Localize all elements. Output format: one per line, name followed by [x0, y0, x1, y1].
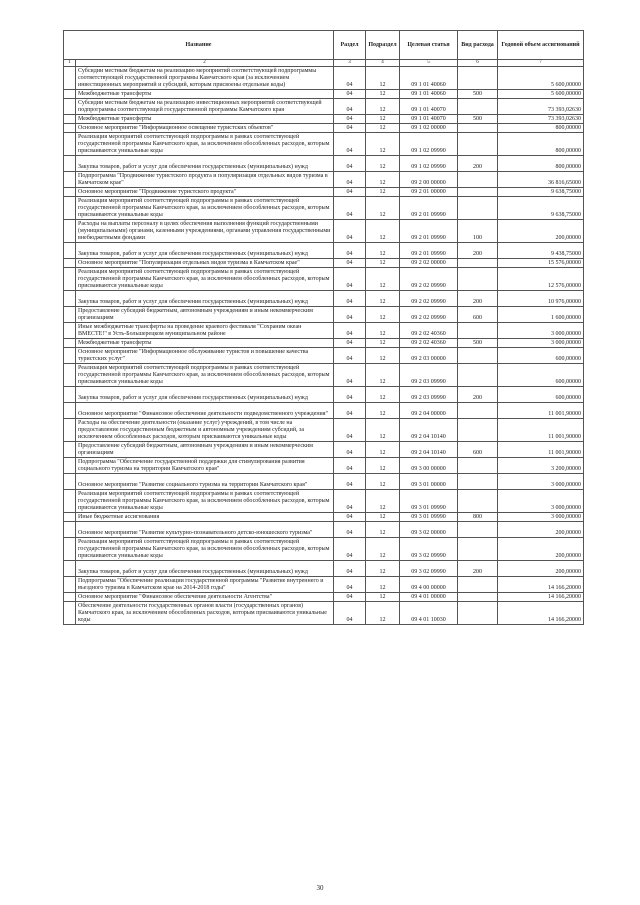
- cell-expense-type: [458, 593, 498, 602]
- cell-subsection: 12: [366, 291, 400, 307]
- cell-name: Основное мероприятие "Информационное освещение туристских объектов": [76, 124, 334, 133]
- cell-amount: 9 438,75000: [498, 243, 584, 259]
- table-row: [64, 188, 584, 197]
- table-row: [64, 593, 584, 602]
- cell-name: Субсидии местным бюджетам на реализацию инвестиционных мероприятий соответствующей подпрограммы соответствующей государственной программы Камчатского края: [76, 99, 334, 115]
- cell-amount: 800,00000: [498, 156, 584, 172]
- cell-name: Предоставление субсидий бюджетным, автономным учреждениям и иным некоммерческим организациям: [76, 442, 334, 458]
- cell-subsection: 12: [366, 387, 400, 403]
- cell-target: 09 2 02 09990: [400, 307, 458, 323]
- cell-target: 09 3 02 00000: [400, 522, 458, 538]
- cell-target: 09 1 02 09990: [400, 156, 458, 172]
- column-number-row: [64, 60, 584, 67]
- cell-subsection: 12: [366, 490, 400, 513]
- table-row: [64, 90, 584, 99]
- table-row: [64, 133, 584, 156]
- cell-subsection: 12: [366, 268, 400, 291]
- cell-expense-type: 100: [458, 220, 498, 243]
- cell-expense-type: [458, 403, 498, 419]
- cell-expense-type: [458, 67, 498, 90]
- cell-subsection: 12: [366, 124, 400, 133]
- table-row: [64, 419, 584, 442]
- cell-amount: 10 976,00000: [498, 291, 584, 307]
- cell-amount: 1 600,00000: [498, 307, 584, 323]
- cell-expense-type: 500: [458, 339, 498, 348]
- table-row: [64, 259, 584, 268]
- cell-subsection: 12: [366, 243, 400, 259]
- table-row: [64, 197, 584, 220]
- column-number: 4: [366, 60, 400, 67]
- cell-amount: 200,00000: [498, 522, 584, 538]
- cell-section: 04: [334, 243, 366, 259]
- table-row: [64, 156, 584, 172]
- cell-section: 04: [334, 348, 366, 364]
- cell-subsection: 12: [366, 259, 400, 268]
- cell-target: 09 3 02 09990: [400, 538, 458, 561]
- cell-amount: 800,00000: [498, 124, 584, 133]
- cell-target: 09 1 01 40060: [400, 67, 458, 90]
- cell-subsection: 12: [366, 188, 400, 197]
- header-target: Целевая статья: [400, 31, 458, 60]
- cell-amount: 3 000,00000: [498, 339, 584, 348]
- cell-subsection: 12: [366, 474, 400, 490]
- table-row: [64, 99, 584, 115]
- cell-amount: 200,00000: [498, 220, 584, 243]
- cell-name: Основное мероприятие "Развитие культурно-познавательного детско-юношеского туризма": [76, 522, 334, 538]
- cell-expense-type: [458, 490, 498, 513]
- table-row: [64, 172, 584, 188]
- cell-index: [64, 593, 76, 602]
- cell-amount: 3 000,00000: [498, 513, 584, 522]
- cell-section: 04: [334, 156, 366, 172]
- cell-section: 04: [334, 339, 366, 348]
- cell-name: Предоставление субсидий бюджетным, автономным учреждениям и иным некоммерческим организациям: [76, 307, 334, 323]
- cell-name: Расходы на выплаты персоналу в целях обеспечения выполнения функций государственными (муниципальными) органами, казенными учреждениями, органами управления государственными внебюджетными фондами: [76, 220, 334, 243]
- cell-subsection: 12: [366, 513, 400, 522]
- cell-expense-type: [458, 577, 498, 593]
- cell-amount: 3 000,00000: [498, 323, 584, 339]
- cell-target: 09 3 02 09990: [400, 561, 458, 577]
- cell-subsection: 12: [366, 561, 400, 577]
- header-amount: Годовой объем ассигнований: [498, 31, 584, 60]
- cell-section: 04: [334, 307, 366, 323]
- cell-target: 09 2 02 40360: [400, 323, 458, 339]
- table-row: [64, 291, 584, 307]
- cell-subsection: 12: [366, 67, 400, 90]
- cell-name: Закупка товаров, работ и услуг для обеспечения государственных (муниципальных) нужд: [76, 156, 334, 172]
- cell-section: 04: [334, 67, 366, 90]
- cell-subsection: 12: [366, 602, 400, 625]
- cell-subsection: 12: [366, 133, 400, 156]
- cell-section: 04: [334, 403, 366, 419]
- cell-subsection: 12: [366, 172, 400, 188]
- cell-target: 09 1 01 40060: [400, 90, 458, 99]
- table-row: [64, 474, 584, 490]
- cell-index: [64, 197, 76, 220]
- cell-index: [64, 243, 76, 259]
- cell-subsection: 12: [366, 364, 400, 387]
- cell-subsection: 12: [366, 323, 400, 339]
- cell-target: 09 2 02 09990: [400, 291, 458, 307]
- cell-expense-type: [458, 188, 498, 197]
- cell-amount: 200,00000: [498, 561, 584, 577]
- header-row: [64, 31, 584, 60]
- cell-expense-type: [458, 602, 498, 625]
- cell-name: Обеспечение деятельности государственных органов власти (государственных органов) Камчатского края, за исключением обособленных расходов, которым присваиваются уникальные коды: [76, 602, 334, 625]
- cell-name: Реализация мероприятий соответствующей подпрограммы в рамках соответствующей государственной программы Камчатского края, за исключением обособленных расходов, которым присваиваются уникальные коды: [76, 268, 334, 291]
- cell-subsection: 12: [366, 419, 400, 442]
- cell-expense-type: [458, 474, 498, 490]
- table-body: [64, 67, 584, 625]
- cell-target: 09 2 02 00000: [400, 259, 458, 268]
- cell-subsection: 12: [366, 339, 400, 348]
- column-number: 7: [498, 60, 584, 67]
- cell-name: Расходы на обеспечение деятельности (оказание услуг) учреждений, в том числе на предоставление государственным бюджетным и автономным учреждениям субсидий, за исключением обособленных расходов, которым присваиваются уникальные коды: [76, 419, 334, 442]
- cell-section: 04: [334, 577, 366, 593]
- cell-index: [64, 172, 76, 188]
- cell-index: [64, 323, 76, 339]
- table-row: [64, 348, 584, 364]
- cell-subsection: 12: [366, 156, 400, 172]
- cell-index: [64, 538, 76, 561]
- cell-target: 09 2 00 00000: [400, 172, 458, 188]
- cell-name: Подпрограмма "Продвижение туристского продукта и популяризация отдельных видов туризма в Камчатском крае": [76, 172, 334, 188]
- cell-amount: 73 393,02630: [498, 115, 584, 124]
- cell-amount: 9 638,75000: [498, 188, 584, 197]
- table-row: [64, 561, 584, 577]
- cell-amount: 600,00000: [498, 348, 584, 364]
- cell-name: Реализация мероприятий соответствующей подпрограммы в рамках соответствующей государственной программы Камчатского края, за исключением обособленных расходов, которым присваиваются уникальные коды: [76, 538, 334, 561]
- cell-index: [64, 156, 76, 172]
- cell-subsection: 12: [366, 593, 400, 602]
- cell-target: 09 3 01 09990: [400, 513, 458, 522]
- cell-expense-type: [458, 99, 498, 115]
- cell-expense-type: 200: [458, 561, 498, 577]
- cell-target: 09 1 02 09990: [400, 133, 458, 156]
- column-number: 5: [400, 60, 458, 67]
- cell-expense-type: [458, 458, 498, 474]
- cell-section: 04: [334, 172, 366, 188]
- cell-name: Реализация мероприятий соответствующей подпрограммы в рамках соответствующей государственной программы Камчатского края, за исключением обособленных расходов, которым присваиваются уникальные коды: [76, 490, 334, 513]
- cell-section: 04: [334, 133, 366, 156]
- cell-name: Иные межбюджетные трансферты на проведение краевого фестиваля "Сохраним океан ВМЕСТЕ!" в Усть-Большерецком муниципальном районе: [76, 323, 334, 339]
- cell-amount: 9 638,75000: [498, 197, 584, 220]
- table-row: [64, 220, 584, 243]
- cell-section: 04: [334, 522, 366, 538]
- cell-expense-type: 500: [458, 90, 498, 99]
- cell-target: 09 2 02 09990: [400, 268, 458, 291]
- page-number: 30: [316, 884, 324, 892]
- table-row: [64, 442, 584, 458]
- cell-amount: 11 001,90000: [498, 403, 584, 419]
- cell-name: Субсидии местным бюджетам на реализацию мероприятий соответствующей подпрограммы соответствующей государственной программы Камчатского края (за исключением инвестиционных мероприятий и субсидий, которым присвоены отдельные коды): [76, 67, 334, 90]
- table-row: [64, 458, 584, 474]
- cell-amount: 73 393,02630: [498, 99, 584, 115]
- cell-subsection: 12: [366, 220, 400, 243]
- cell-index: [64, 90, 76, 99]
- cell-target: 09 2 02 40360: [400, 339, 458, 348]
- cell-name: Реализация мероприятий соответствующей подпрограммы в рамках соответствующей государственной программы Камчатского края, за исключением обособленных расходов, которым присваиваются уникальные коды: [76, 197, 334, 220]
- cell-section: 04: [334, 291, 366, 307]
- cell-index: [64, 268, 76, 291]
- cell-name: Основное мероприятие "Продвижение туристского продукта": [76, 188, 334, 197]
- column-number: 2: [76, 60, 334, 67]
- cell-name: Закупка товаров, работ и услуг для обеспечения государственных (муниципальных) нужд: [76, 291, 334, 307]
- cell-section: 04: [334, 442, 366, 458]
- cell-index: [64, 577, 76, 593]
- table-row: [64, 577, 584, 593]
- cell-index: [64, 513, 76, 522]
- cell-amount: 15 576,00000: [498, 259, 584, 268]
- cell-name: Основное мероприятие "Информационное обслуживание туристов и повышение качества туристских услуг": [76, 348, 334, 364]
- table-row: [64, 243, 584, 259]
- table-row: [64, 403, 584, 419]
- cell-subsection: 12: [366, 348, 400, 364]
- cell-target: 09 2 04 10140: [400, 442, 458, 458]
- cell-name: Межбюджетные трансферты: [76, 90, 334, 99]
- cell-target: 09 4 00 00000: [400, 577, 458, 593]
- cell-section: 04: [334, 220, 366, 243]
- table-row: [64, 124, 584, 133]
- cell-subsection: 12: [366, 307, 400, 323]
- table-row: [64, 115, 584, 124]
- cell-name: Межбюджетные трансферты: [76, 115, 334, 124]
- cell-amount: 36 816,65000: [498, 172, 584, 188]
- cell-name: Реализация мероприятий соответствующей подпрограммы в рамках соответствующей государственной программы Камчатского края, за исключением обособленных расходов, которым присваиваются уникальные коды: [76, 364, 334, 387]
- cell-index: [64, 403, 76, 419]
- cell-expense-type: 200: [458, 156, 498, 172]
- cell-expense-type: [458, 172, 498, 188]
- cell-index: [64, 124, 76, 133]
- cell-amount: 3 000,00000: [498, 490, 584, 513]
- cell-name: Подпрограмма "Обеспечение реализации государственной программы "Развитие внутреннего и въездного туризма в Камчатском крае на 2014-2018 годы": [76, 577, 334, 593]
- column-number: 3: [334, 60, 366, 67]
- cell-index: [64, 339, 76, 348]
- cell-expense-type: [458, 133, 498, 156]
- header-expense-type: Вид расхода: [458, 31, 498, 60]
- cell-target: 09 2 01 09990: [400, 243, 458, 259]
- cell-section: 04: [334, 188, 366, 197]
- cell-index: [64, 115, 76, 124]
- header-name: Название: [64, 31, 334, 60]
- cell-amount: 3 000,00000: [498, 474, 584, 490]
- cell-index: [64, 561, 76, 577]
- cell-index: [64, 474, 76, 490]
- table-row: [64, 268, 584, 291]
- cell-subsection: 12: [366, 538, 400, 561]
- cell-section: 04: [334, 268, 366, 291]
- table-row: [64, 307, 584, 323]
- budget-table: [63, 30, 584, 625]
- cell-amount: 600,00000: [498, 364, 584, 387]
- table-row: [64, 339, 584, 348]
- cell-section: 04: [334, 364, 366, 387]
- cell-amount: 11 001,90000: [498, 442, 584, 458]
- cell-section: 04: [334, 602, 366, 625]
- cell-section: 04: [334, 387, 366, 403]
- cell-target: 09 3 01 09990: [400, 490, 458, 513]
- cell-expense-type: [458, 268, 498, 291]
- cell-section: 04: [334, 259, 366, 268]
- cell-amount: 3 200,00000: [498, 458, 584, 474]
- cell-expense-type: [458, 197, 498, 220]
- cell-expense-type: 200: [458, 243, 498, 259]
- cell-section: 04: [334, 419, 366, 442]
- cell-section: 04: [334, 490, 366, 513]
- cell-subsection: 12: [366, 458, 400, 474]
- cell-name: Иные бюджетные ассигнования: [76, 513, 334, 522]
- table-row: [64, 67, 584, 90]
- cell-target: 09 3 01 00000: [400, 474, 458, 490]
- cell-section: 04: [334, 115, 366, 124]
- column-number: 6: [458, 60, 498, 67]
- column-number: 1: [64, 60, 76, 67]
- cell-target: 09 2 03 00000: [400, 348, 458, 364]
- cell-expense-type: [458, 522, 498, 538]
- cell-target: 09 2 01 00000: [400, 188, 458, 197]
- cell-index: [64, 387, 76, 403]
- table-row: [64, 490, 584, 513]
- cell-target: 09 2 04 00000: [400, 403, 458, 419]
- cell-name: Основное мероприятие "Развитие социального туризма на территории Камчатского края": [76, 474, 334, 490]
- cell-expense-type: [458, 419, 498, 442]
- cell-subsection: 12: [366, 99, 400, 115]
- cell-amount: 11 001,90000: [498, 419, 584, 442]
- cell-target: 09 2 03 09990: [400, 364, 458, 387]
- header-subsection: Подраздел: [366, 31, 400, 60]
- cell-target: 09 4 01 10030: [400, 602, 458, 625]
- cell-subsection: 12: [366, 115, 400, 124]
- cell-index: [64, 307, 76, 323]
- cell-name: Подпрограмма "Обеспечение государственной поддержки для стимулирования развития социального туризма на территории Камчатского края": [76, 458, 334, 474]
- cell-index: [64, 442, 76, 458]
- cell-section: 04: [334, 90, 366, 99]
- cell-index: [64, 364, 76, 387]
- cell-index: [64, 220, 76, 243]
- cell-name: Реализация мероприятий соответствующей подпрограммы в рамках соответствующей государственной программы Камчатского края, за исключением обособленных расходов, которым присваиваются уникальные коды: [76, 133, 334, 156]
- cell-section: 04: [334, 124, 366, 133]
- cell-section: 04: [334, 474, 366, 490]
- cell-name: Закупка товаров, работ и услуг для обеспечения государственных (муниципальных) нужд: [76, 387, 334, 403]
- cell-expense-type: 800: [458, 513, 498, 522]
- cell-amount: 5 600,00000: [498, 90, 584, 99]
- cell-index: [64, 259, 76, 268]
- cell-section: 04: [334, 538, 366, 561]
- cell-subsection: 12: [366, 197, 400, 220]
- cell-name: Основное мероприятие "Популяризация отдельных видов туризма в Камчатском крае": [76, 259, 334, 268]
- cell-expense-type: 200: [458, 387, 498, 403]
- cell-index: [64, 602, 76, 625]
- cell-section: 04: [334, 593, 366, 602]
- cell-section: 04: [334, 99, 366, 115]
- cell-expense-type: [458, 538, 498, 561]
- cell-target: 09 1 01 40070: [400, 99, 458, 115]
- cell-subsection: 12: [366, 90, 400, 99]
- cell-target: 09 2 03 09990: [400, 387, 458, 403]
- cell-target: 09 1 02 00000: [400, 124, 458, 133]
- table-row: [64, 522, 584, 538]
- header-section: Раздел: [334, 31, 366, 60]
- cell-subsection: 12: [366, 577, 400, 593]
- table-row: [64, 364, 584, 387]
- cell-subsection: 12: [366, 442, 400, 458]
- cell-expense-type: [458, 259, 498, 268]
- cell-section: 04: [334, 197, 366, 220]
- cell-name: Основное мероприятие "Финансовое обеспечение деятельности подведомственного учреждения": [76, 403, 334, 419]
- cell-expense-type: [458, 364, 498, 387]
- cell-name: Межбюджетные трансферты: [76, 339, 334, 348]
- cell-expense-type: [458, 348, 498, 364]
- cell-expense-type: [458, 124, 498, 133]
- cell-index: [64, 348, 76, 364]
- cell-index: [64, 99, 76, 115]
- cell-expense-type: 600: [458, 442, 498, 458]
- table-row: [64, 387, 584, 403]
- cell-index: [64, 522, 76, 538]
- cell-index: [64, 133, 76, 156]
- cell-expense-type: 600: [458, 307, 498, 323]
- cell-name: Закупка товаров, работ и услуг для обеспечения государственных (муниципальных) нужд: [76, 243, 334, 259]
- cell-index: [64, 458, 76, 474]
- cell-target: 09 2 04 10140: [400, 419, 458, 442]
- cell-section: 04: [334, 458, 366, 474]
- cell-expense-type: 500: [458, 115, 498, 124]
- cell-expense-type: [458, 323, 498, 339]
- table-row: [64, 602, 584, 625]
- cell-name: Закупка товаров, работ и услуг для обеспечения государственных (муниципальных) нужд: [76, 561, 334, 577]
- cell-amount: 800,00000: [498, 133, 584, 156]
- cell-index: [64, 291, 76, 307]
- cell-amount: 14 166,20000: [498, 577, 584, 593]
- cell-section: 04: [334, 323, 366, 339]
- cell-target: 09 1 01 40070: [400, 115, 458, 124]
- cell-index: [64, 67, 76, 90]
- cell-amount: 200,00000: [498, 538, 584, 561]
- cell-section: 04: [334, 561, 366, 577]
- cell-index: [64, 419, 76, 442]
- cell-target: 09 4 01 00000: [400, 593, 458, 602]
- cell-amount: 14 166,20000: [498, 602, 584, 625]
- cell-index: [64, 490, 76, 513]
- cell-subsection: 12: [366, 522, 400, 538]
- table-row: [64, 538, 584, 561]
- cell-index: [64, 188, 76, 197]
- cell-amount: 600,00000: [498, 387, 584, 403]
- table-row: [64, 513, 584, 522]
- cell-amount: 12 576,00000: [498, 268, 584, 291]
- cell-target: 09 2 01 09990: [400, 220, 458, 243]
- table-row: [64, 323, 584, 339]
- cell-section: 04: [334, 513, 366, 522]
- cell-expense-type: 200: [458, 291, 498, 307]
- cell-target: 09 3 00 00000: [400, 458, 458, 474]
- cell-amount: 14 166,20000: [498, 593, 584, 602]
- cell-name: Основное мероприятие "Финансовое обеспечение деятельности Агентства": [76, 593, 334, 602]
- cell-amount: 5 600,00000: [498, 67, 584, 90]
- cell-subsection: 12: [366, 403, 400, 419]
- cell-target: 09 2 01 09990: [400, 197, 458, 220]
